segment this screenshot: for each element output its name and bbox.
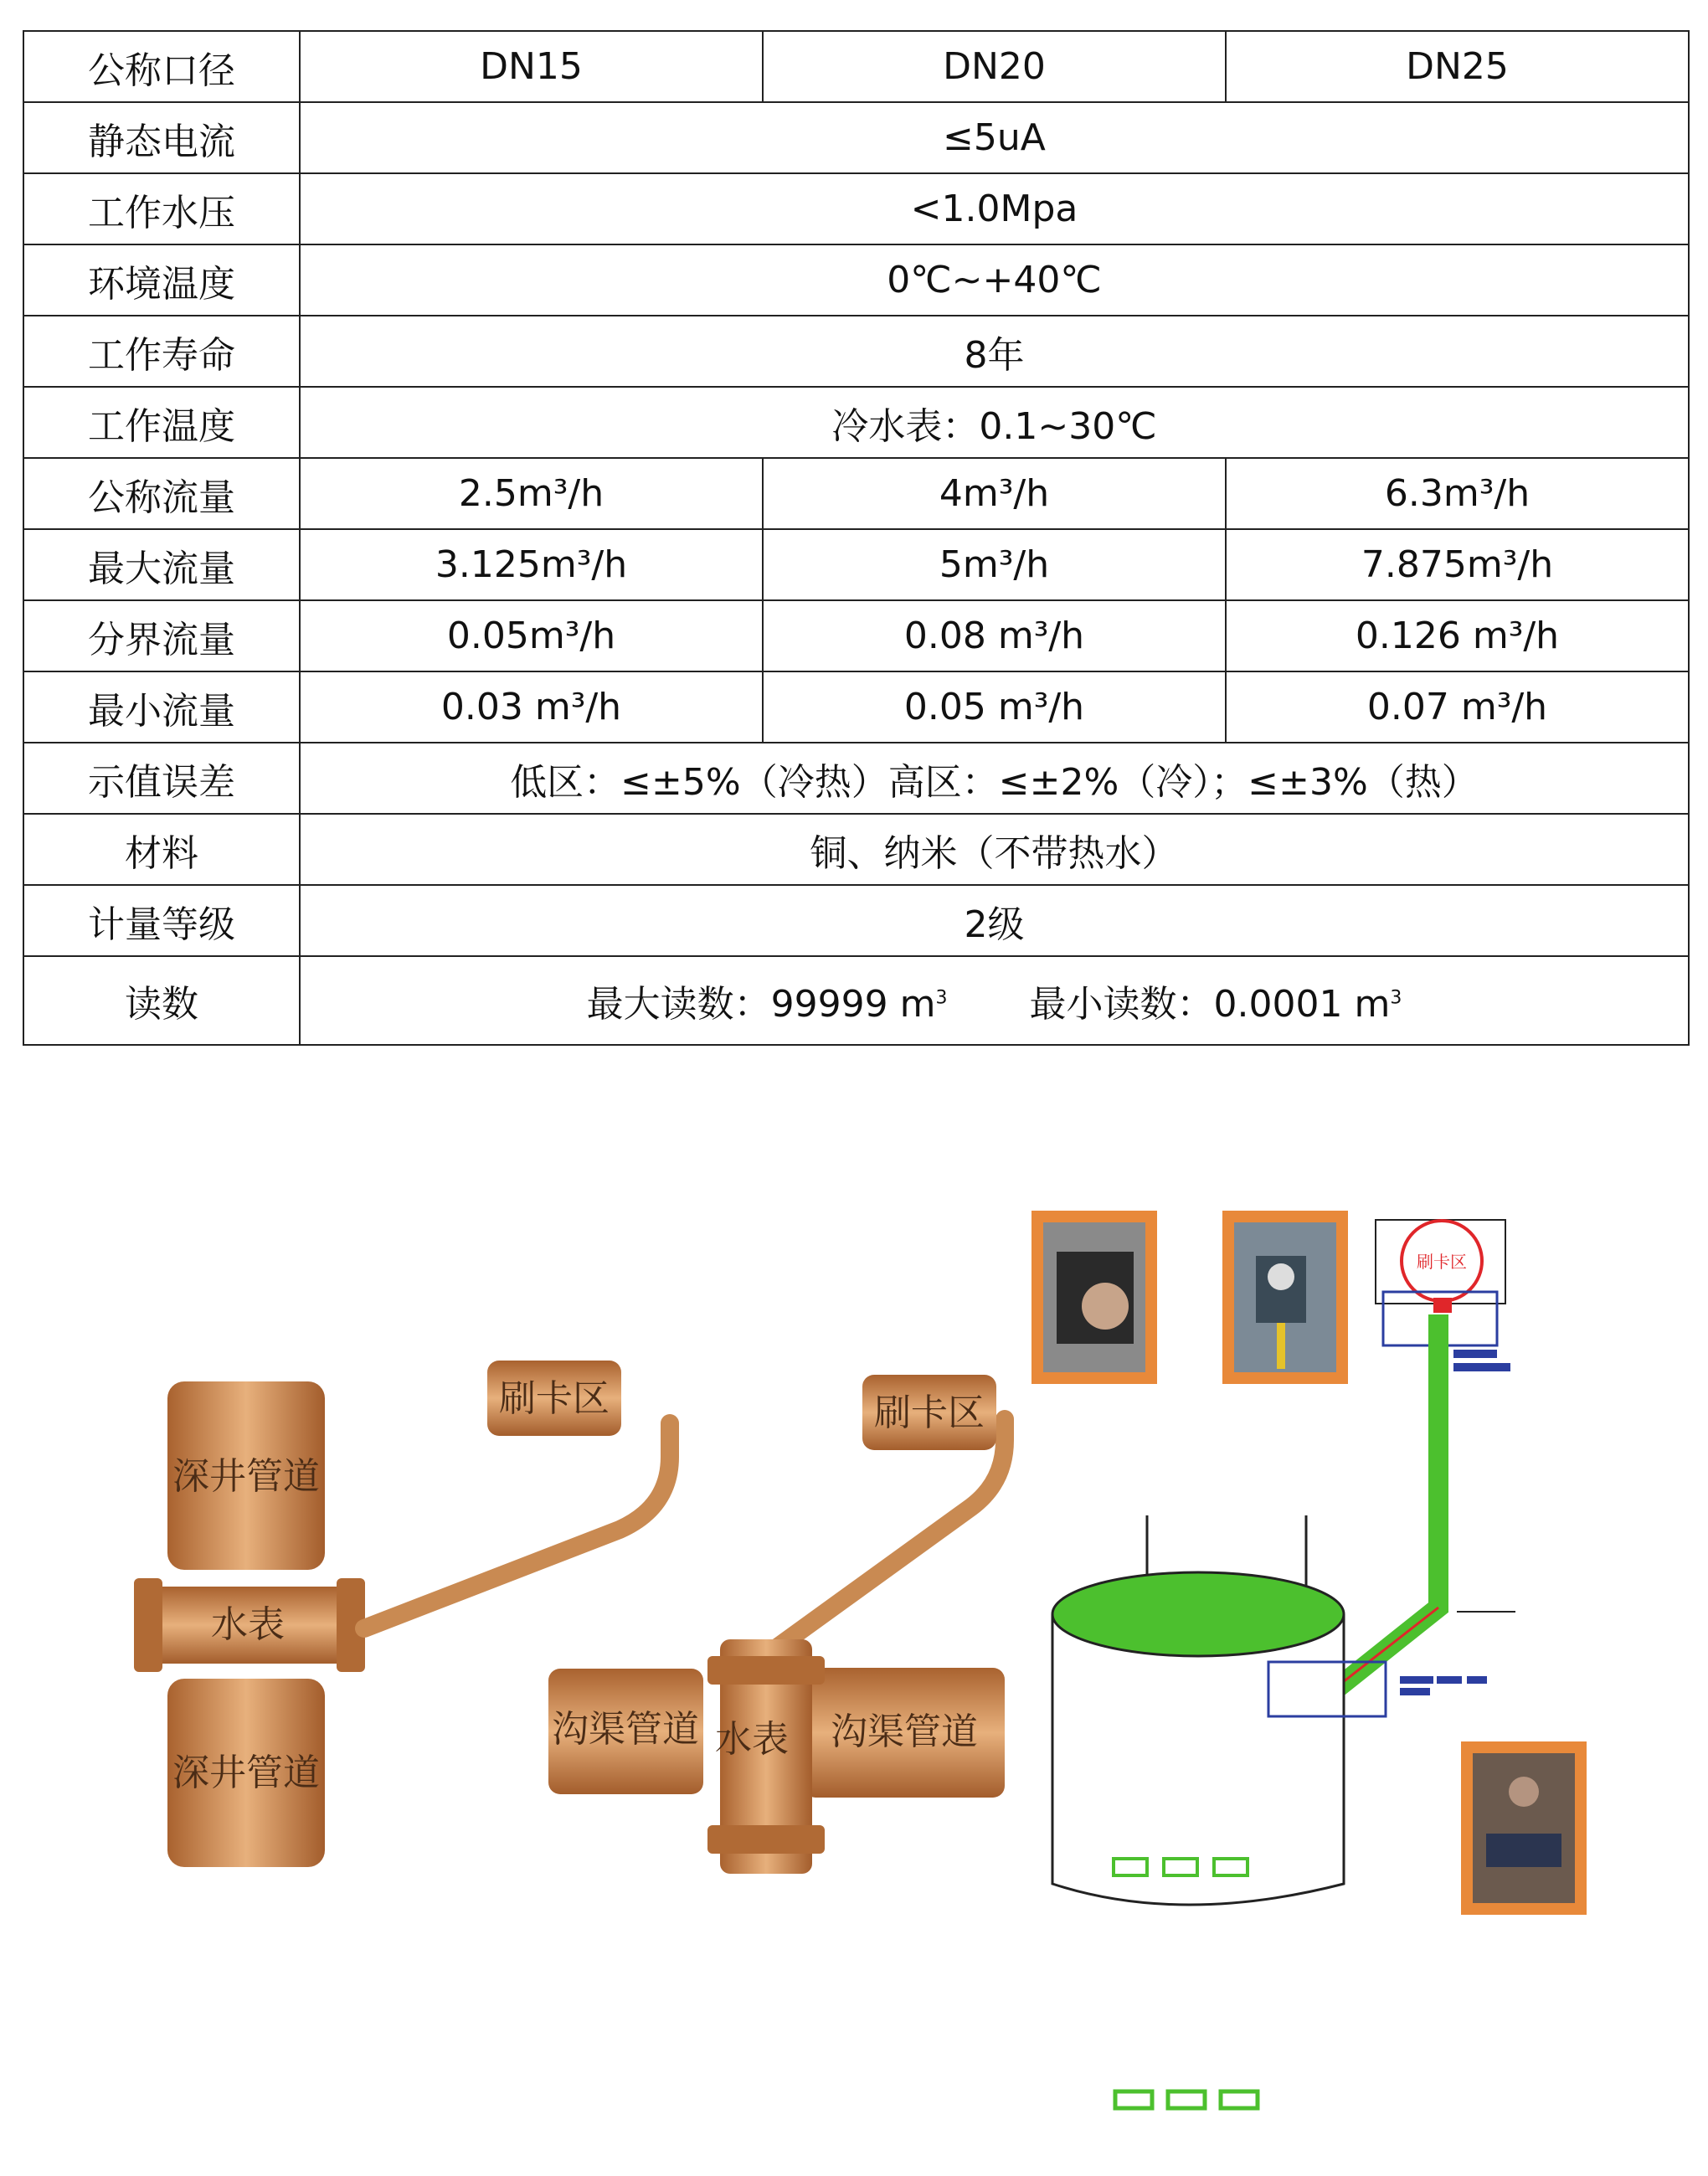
well-cylinder: [1052, 1572, 1344, 1905]
label-env-temp: 环境温度: [23, 244, 300, 316]
label-nominal-diameter: 公称口径: [23, 31, 300, 102]
deep-well-pipe-top-label: 深井管道: [172, 1455, 320, 1498]
valve-row-outside: [1115, 2091, 1258, 2108]
ditch-assembly: [548, 1375, 1005, 1874]
installation-diagram: [0, 1155, 1708, 2176]
water-meter-2-label: 水表: [715, 1718, 789, 1761]
min-reading: 最小读数：0.0001 m: [1029, 983, 1391, 1026]
label-work-temp: 工作温度: [23, 387, 300, 458]
max-reading: 最大读数：99999 m: [586, 983, 936, 1026]
min-reading-exp: 3: [1390, 987, 1402, 1009]
value-env-temp: 0℃~+40℃: [300, 244, 1689, 316]
header-dn20: DN20: [763, 31, 1226, 102]
value-work-life: 8年: [300, 316, 1689, 387]
value-material: 铜、纳米（不带热水）: [300, 814, 1689, 885]
value-min-flow-dn25: 0.07 m³/h: [1226, 671, 1689, 743]
value-boundary-flow-dn25: 0.126 m³/h: [1226, 600, 1689, 671]
label-work-pressure: 工作水压: [23, 173, 300, 244]
label-work-life: 工作寿命: [23, 316, 300, 387]
label-static-current: 静态电流: [23, 102, 300, 173]
photo-2: [1222, 1211, 1348, 1384]
header-dn25: DN25: [1226, 31, 1689, 102]
photo-3: [1461, 1741, 1587, 1915]
value-max-flow-dn25: 7.875m³/h: [1226, 529, 1689, 600]
signal-pipe-1: [364, 1423, 670, 1628]
label-indication-error: 示值误差: [23, 743, 300, 814]
value-work-temp: 冷水表：0.1~30℃: [300, 387, 1689, 458]
ditch-pipe-left-label: 沟渠管道: [552, 1708, 699, 1751]
label-min-flow: 最小流量: [23, 671, 300, 743]
photo-1: [1031, 1211, 1157, 1384]
value-nominal-flow-dn20: 4m³/h: [763, 458, 1226, 529]
card-area-3-label: 刷卡区: [1417, 1252, 1467, 1272]
value-indication-error: 低区：≤±5%（冷热）高区：≤±2%（冷）；≤±3%（热）: [300, 743, 1689, 814]
card-area-2-label: 刷卡区: [874, 1392, 985, 1434]
max-reading-exp: 3: [935, 987, 948, 1009]
label-reading: 读数: [23, 956, 300, 1045]
value-max-flow-dn15: 3.125m³/h: [300, 529, 763, 600]
card-area-1-label: 刷卡区: [499, 1377, 610, 1420]
value-metering-grade: 2级: [300, 885, 1689, 956]
value-min-flow-dn20: 0.05 m³/h: [763, 671, 1226, 743]
water-meter-1-label: 水表: [211, 1603, 285, 1646]
spec-table: [23, 30, 1690, 1046]
label-material: 材料: [23, 814, 300, 885]
value-static-current: ≤5uA: [300, 102, 1689, 173]
deep-well-pipe-bottom-label: 深井管道: [172, 1752, 320, 1794]
value-nominal-flow-dn15: 2.5m³/h: [300, 458, 763, 529]
value-nominal-flow-dn25: 6.3m³/h: [1226, 458, 1689, 529]
well-installation: [1031, 1211, 1587, 2108]
label-boundary-flow: 分界流量: [23, 600, 300, 671]
label-metering-grade: 计量等级: [23, 885, 300, 956]
value-reading: [300, 956, 1689, 1045]
value-max-flow-dn20: 5m³/h: [763, 529, 1226, 600]
value-boundary-flow-dn20: 0.08 m³/h: [763, 600, 1226, 671]
value-min-flow-dn15: 0.03 m³/h: [300, 671, 763, 743]
label-max-flow: 最大流量: [23, 529, 300, 600]
header-dn15: DN15: [300, 31, 763, 102]
signal-pipe-2: [774, 1419, 1005, 1649]
label-nominal-flow: 公称流量: [23, 458, 300, 529]
ditch-pipe-right-label: 沟渠管道: [831, 1710, 978, 1753]
value-work-pressure: <1.0Mpa: [300, 173, 1689, 244]
value-boundary-flow-dn15: 0.05m³/h: [300, 600, 763, 671]
